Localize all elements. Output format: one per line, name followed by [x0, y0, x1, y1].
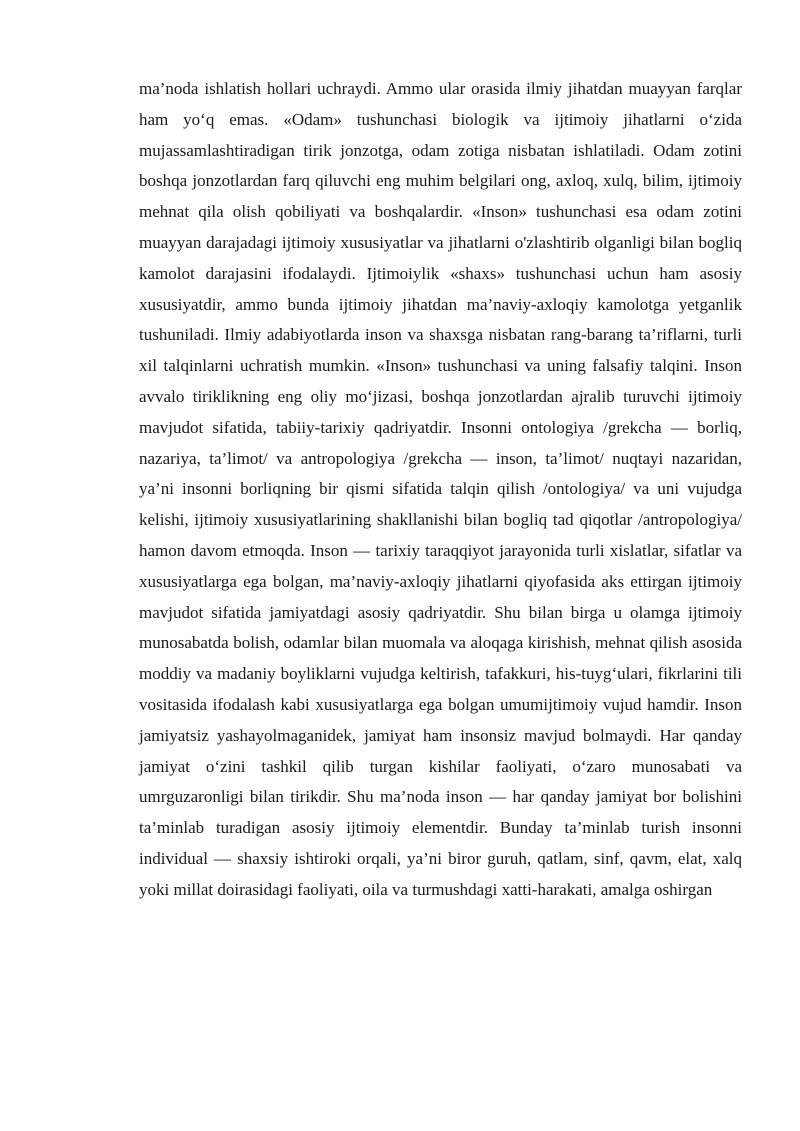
body-paragraph: ma’noda ishlatish hollari uchraydi. Ammo ular orasida ilmiy jihatdan muayyan farqlar ham yo‘q emas. «Odam» tushunchasi biologik va ijtimoiy jihatlarni o‘zida mujassamlashtiradigan tirik jonzotga, odam zotiga nisbatan ishlatiladi. Odam zotini boshqa jonzotlardan farq qiluvchi eng muhim belgilari ong, axloq, xulq, bilim, ijtimoiy mehnat qila olish qobiliyati va boshqalardir. «Inson» tushunchasi esa odam zotini muayyan darajadagi ijtimoiy xususiyatlar va jihatlarni o'zlashtirib olganligi bilan bogliq kamolot darajasini ifodalaydi. Ijtimoiylik «shaxs» tushunchasi uchun ham asosiy xususiyatdir, ammo bunda ijtimoiy jihatdan ma’naviy-axloqiy kamolotga yetganlik tushuniladi. Ilmiy adabiyotlarda inson va shaxsga nisbatan rang-barang ta’riflarni, turli xil talqinlarni uchratish mumkin. «Inson» tushunchasi va uning falsafiy talqini. Inson avvalo tiriklikning eng oliy mo‘jizasi, boshqa jonzotlardan ajralib turuvchi ijtimoiy mavjudot sifatida, tabiiy-tarixiy qadriyatdir. Insonni ontologiya /grekcha — borliq, nazariya, ta’limot/ va antropologiya /grekcha — inson, ta’limot/ nuqtayi nazaridan, ya’ni insonni borliqning bir qismi sifatida talqin qilish /ontologiya/ va uni vujudga kelishi, ijtimoiy xususiyatlarining shakllanishi bilan bogliq tad qiqotlar /antropologiya/ hamon davom etmoqda. Inson — tarixiy taraqqiyot jarayonida turli xislatlar, sifatlar va xususiyatlarga ega bolgan, ma’naviy-axloqiy jihatlarni qiyofasida aks ettirgan ijtimoiy mavjudot sifatida jamiyatdagi asosiy qadriyatdir. Shu bilan birga u olamga ijtimoiy munosabatda bolish, odamlar bilan muomala va aloqaga kirishish, mehnat qilish asosida moddiy va madaniy boyliklarni vujudga keltirish, tafakkuri, his-tuyg‘ulari, fikrlarini tili vositasida ifodalash kabi xususiyatlarga ega bolgan umumijtimoiy vujud hamdir. Inson jamiyatsiz yashayolmaganidek, jamiyat ham insonsiz mavjud bolmaydi. Har qanday jamiyat o‘zini tashkil qilib turgan kishilar faoliyati, o‘zaro munosabati va umrguzaronligi bilan tirikdir. Shu ma’noda inson — har qanday jamiyat bor bolishini ta’minlab turadigan asosiy ijtimoiy elementdir. Bunday ta’minlab turish insonni individual — shaxsiy ishtiroki orqali, ya’ni biror guruh, qatlam, sinf, qavm, elat, xalq yoki millat doirasidagi faoliyati, oila va turmushdagi xatti-harakati, amalga oshirgan — [139, 79, 742, 899]
